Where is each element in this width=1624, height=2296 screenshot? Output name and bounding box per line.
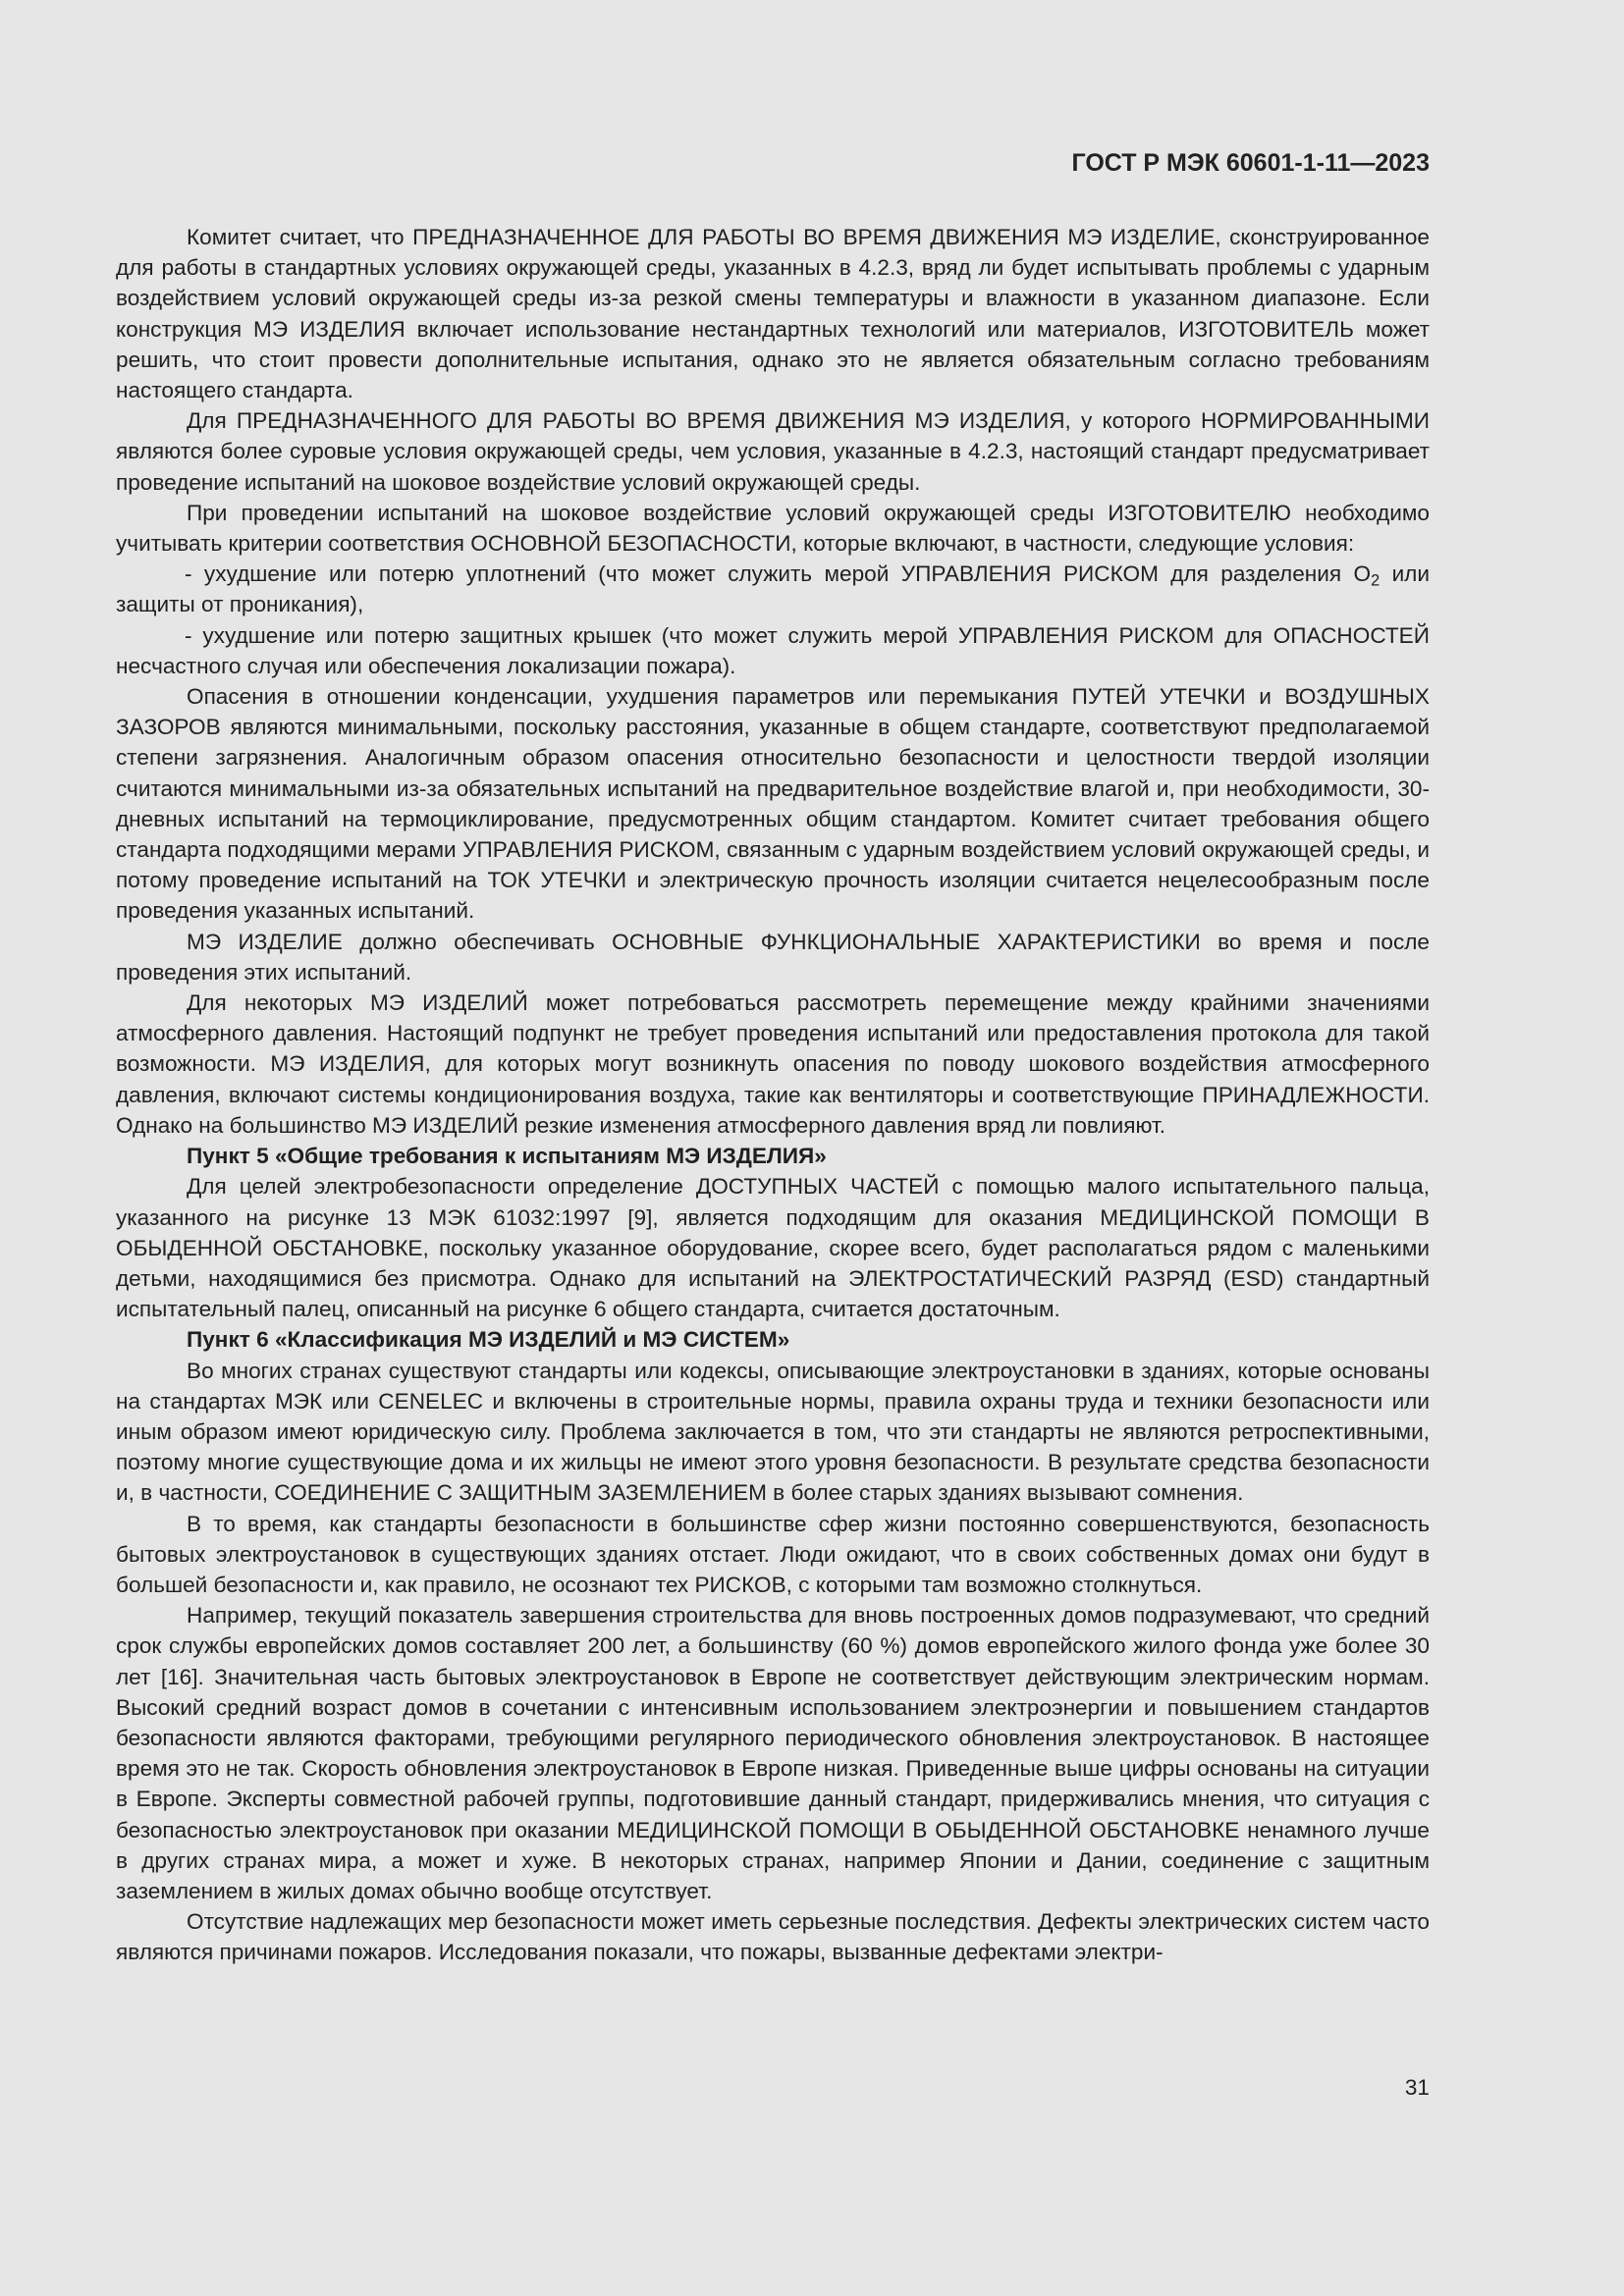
- paragraph: Например, текущий показатель завершения строительства для вновь построенных домов подразумевают, что средний срок службы европейских домов составляет 200 лет, а большинству (60 %) домов европейского жилого фонда уже более 30 лет [16]. Значительная часть бытовых электроустановок в Европе не соответствует действующим электрическим нормам. Высокий средний возраст домов в сочетании с интенсивным использованием электроэнергии и повышением стандартов безопасности являются факторами, требующими регулярного периодического обновления электроустановок. В настоящее время это не так. Скорость обновления электроустановок в Европе низкая. Приведенные выше цифры основаны на ситуации в Европе. Эксперты совместной рабочей группы, подготовившие данный стандарт, придерживались мнения, что ситуация с безопасностью электроустановок при оказании МЕДИЦИНСКОЙ ПОМОЩИ В ОБЫДЕННОЙ ОБСТАНОВКЕ ненамного лучше в других странах мира, а может и хуже. В некоторых странах, например Японии и Дании, соединение с защитным заземлением в жилых домах обычно вообще отсутствует.: [116, 1603, 1430, 1903]
- subscript: 2: [1371, 571, 1380, 590]
- paragraph: МЭ ИЗДЕЛИЕ должно обеспечивать ОСНОВНЫЕ ФУНКЦИОНАЛЬНЫЕ ХАРАКТЕРИСТИКИ во время и после проведения этих испытаний.: [116, 929, 1430, 985]
- paragraph: В то время, как стандарты безопасности в большинстве сфер жизни постоянно совершенствуются, безопасность бытовых электроустановок в существующих зданиях отстает. Люди ожидают, что в своих собственных домах они будут в большей безопасности и, как правило, не осознают тех РИСКОВ, с которыми там возможно столкнуться.: [116, 1511, 1430, 1597]
- bullet-text-tail: или защиты от проникания),: [116, 561, 1430, 617]
- bullet-item-covers: - ухудшение или потерю защитных крышек (что может служить мерой УПРАВЛЕНИЯ РИСКОМ для ОПАСНОСТЕЙ несчастного случая или обеспечения локализации пожара).: [116, 622, 1430, 678]
- paragraph: Во многих странах существуют стандарты или кодексы, описывающие электроустановки в зданиях, которые основаны на стандартах МЭК или CENELEC и включены в строительные нормы, правила охраны труда и техники безопасности или иным образом имеют юридическую силу. Проблема заключается в том, что эти стандарты не являются ретроспективными, поэтому многие существующие дома и их жильцы не имеют этого уровня безопасности. В результате средства безопасности и, в частности, СОЕДИНЕНИЕ С ЗАЩИТНЫМ ЗАЗЕМЛЕНИЕМ в более старых зданиях вызывают сомнения.: [116, 1358, 1430, 1506]
- paragraph: Отсутствие надлежащих мер безопасности может иметь серьезные последствия. Дефекты электрических систем часто являются причинами пожаров. Исследования показали, что пожары, вызванные дефектами электри-: [116, 1909, 1430, 1965]
- standard-code-header: ГОСТ Р МЭК 60601-1-11—2023: [1071, 149, 1430, 177]
- section-5-heading: Пункт 5 «Общие требования к испытаниям МЭ ИЗДЕЛИЯ»: [187, 1144, 827, 1169]
- section-6-heading: Пункт 6 «Классификация МЭ ИЗДЕЛИЙ и МЭ СИСТЕМ»: [187, 1327, 790, 1353]
- paragraph: Для некоторых МЭ ИЗДЕЛИЙ может потребоваться рассмотреть перемещение между крайними значениями атмосферного давления. Настоящий подпункт не требует проведения испытаний или предоставления протокола для такой возможности. МЭ ИЗДЕЛИЯ, для которых могут возникнуть опасения по поводу шокового воздействия атмосферного давления, включают системы кондиционирования воздуха, такие как вентиляторы и соответствующие ПРИНАДЛЕЖНОСТИ. Однако на большинство МЭ ИЗДЕЛИЙ резкие изменения атмосферного давления вряд ли повлияют.: [116, 990, 1430, 1138]
- paragraph: Опасения в отношении конденсации, ухудшения параметров или перемыкания ПУТЕЙ УТЕЧКИ и ВОЗДУШНЫХ ЗАЗОРОВ являются минимальными, поскольку расстояния, указанные в общем стандарте, соответствуют предполагаемой степени загрязнения. Аналогичным образом опасения относительно безопасности и целостности твердой изоляции считаются минимальными из-за обязательных испытаний на предварительное воздействие влагой и, при необходимости, 30-дневных испытаний на термоциклирование, предусмотренных общим стандартом. Комитет считает требования общего стандарта подходящими мерами УПРАВЛЕНИЯ РИСКОМ, связанным с ударным воздействием условий окружающей среды, и потому проведение испытаний на ТОК УТЕЧКИ и электрическую прочность изоляции считается нецелесообразным после проведения указанных испытаний.: [116, 684, 1430, 924]
- bullet-item-seals: [116, 559, 1430, 619]
- page-number: 31: [1404, 2075, 1430, 2100]
- document-body: [116, 222, 1430, 1968]
- paragraph: Для целей электробезопасности определение ДОСТУПНЫХ ЧАСТЕЙ с помощью малого испытательного пальца, указанного на рисунке 13 МЭК 61032:1997 [9], является подходящим для оказания МЕДИЦИНСКОЙ ПОМОЩИ В ОБЫДЕННОЙ ОБСТАНОВКЕ, поскольку указанное оборудование, скорее всего, будет располагаться рядом с маленькими детьми, находящимися без присмотра. Однако для испытаний на ЭЛЕКТРОСТАТИЧЕСКИЙ РАЗРЯД (ESD) стандартный испытательный палец, описанный на рисунке 6 общего стандарта, считается достаточным.: [116, 1174, 1430, 1322]
- paragraph: Комитет считает, что ПРЕДНАЗНАЧЕННОЕ ДЛЯ РАБОТЫ ВО ВРЕМЯ ДВИЖЕНИЯ МЭ ИЗДЕЛИЕ, сконструированное для работы в стандартных условиях окружающей среды, указанных в 4.2.3, вряд ли будет испытывать проблемы с ударным воздействием условий окружающей среды из-за резкой смены температуры и влажности в указанном диапазоне. Если конструкция МЭ ИЗДЕЛИЯ включает использование нестандартных технологий или материалов, ИЗГОТОВИТЕЛЬ может решить, что стоит провести дополнительные испытания, однако это не является обязательным согласно требованиям настоящего стандарта.: [116, 225, 1430, 403]
- paragraph: При проведении испытаний на шоковое воздействие условий окружающей среды ИЗГОТОВИТЕЛЮ необходимо учитывать критерии соответствия ОСНОВНОЙ БЕЗОПАСНОСТИ, которые включают, в частности, следующие условия:: [116, 500, 1430, 557]
- bullet-text: - ухудшение или потерю уплотнений (что может служить мерой УПРАВЛЕНИЯ РИСКОМ для разделения O: [185, 561, 1372, 587]
- paragraph: Для ПРЕДНАЗНАЧЕННОГО ДЛЯ РАБОТЫ ВО ВРЕМЯ ДВИЖЕНИЯ МЭ ИЗДЕЛИЯ, у которого НОРМИРОВАННЫМИ являются более суровые условия окружающей среды, чем условия, указанные в 4.2.3, настоящий стандарт предусматривает проведение испытаний на шоковое воздействие условий окружающей среды.: [116, 408, 1430, 495]
